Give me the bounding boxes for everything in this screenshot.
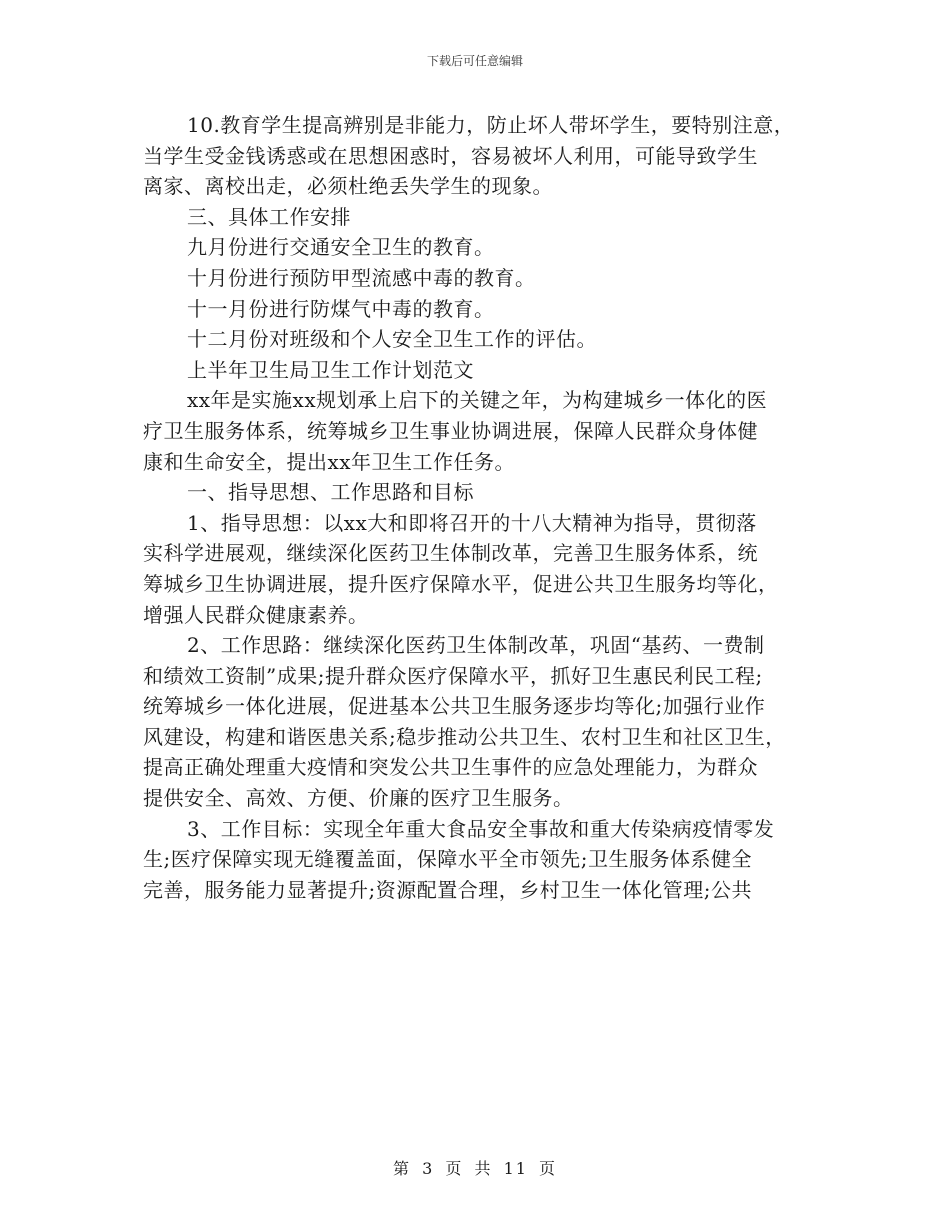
text-line: 十月份进行预防甲型流感中毒的教育。 bbox=[187, 265, 536, 290]
footer-label-unit2: 页 bbox=[539, 1159, 558, 1178]
text-line: 完善，服务能力显著提升;资源配置合理，乡村卫生一体化管理;公共 bbox=[143, 877, 752, 902]
page-footer bbox=[0, 1156, 950, 1179]
text-line: 康和生命安全，提出xx年卫生工作任务。 bbox=[143, 449, 516, 474]
text-line: 疗卫生服务体系，统筹城乡卫生事业协调进展，保障人民群众身体健 bbox=[143, 418, 758, 443]
page-header: 下载后可任意编辑 bbox=[426, 54, 523, 68]
text-line: 3、工作目标：实现全年重大食品安全事故和重大传染病疫情零发 bbox=[187, 816, 775, 841]
text-line: 筹城乡卫生协调进展，提升医疗保障水平，促进公共卫生服务均等化， bbox=[143, 571, 779, 596]
text-line: 和绩效工资制”成果;提升群众医疗保障水平，抓好卫生惠民利民工程; bbox=[143, 663, 763, 688]
text-line: 2、工作思路：继续深化医药卫生体制改革，巩固“基药、一费制 bbox=[187, 633, 765, 658]
text-line: 提高正确处理重大疫情和突发公共卫生事件的应急处理能力，为群众 bbox=[143, 755, 758, 780]
text-line: 三、具体工作安排 bbox=[187, 204, 351, 229]
text-line: 十一月份进行防煤气中毒的教育。 bbox=[187, 296, 495, 321]
text-line: 1、指导思想：以xx大和即将召开的十八大精神为指导，贯彻落 bbox=[187, 510, 757, 535]
text-line: 九月份进行交通安全卫生的教育。 bbox=[187, 235, 495, 260]
text-line: 一、指导思想、工作思路和目标 bbox=[187, 480, 474, 505]
text-line: 上半年卫生局卫生工作计划范文 bbox=[187, 357, 474, 382]
footer-label-total: 共 bbox=[474, 1159, 493, 1178]
text-line: 10.教育学生提高辨别是非能力，防止坏人带坏学生，要特别注意， bbox=[187, 113, 795, 137]
text-line: 生;医疗保障实现无缝覆盖面，保障水平全市领先;卫生服务体系健全 bbox=[143, 847, 752, 872]
footer-label-unit: 页 bbox=[445, 1159, 464, 1178]
text-line: 十二月份对班级和个人安全卫生工作的评估。 bbox=[187, 327, 597, 352]
document-body bbox=[143, 110, 823, 905]
text-line: 提供安全、高效、方便、价廉的医疗卫生服务。 bbox=[143, 786, 574, 811]
text-line: 增强人民群众健康素养。 bbox=[143, 602, 369, 627]
text-line: 实科学进展观，继续深化医药卫生体制改革，完善卫生服务体系，统 bbox=[143, 541, 758, 566]
footer-current-page: 3 bbox=[422, 1159, 435, 1178]
text-line: xx年是实施xx规划承上启下的关键之年，为构建城乡一体化的医 bbox=[187, 388, 768, 413]
footer-total-pages: 11 bbox=[503, 1159, 528, 1178]
text-line: 统筹城乡一体化进展，促进基本公共卫生服务逐步均等化;加强行业作 bbox=[143, 694, 766, 719]
footer-label-page: 第 bbox=[392, 1159, 411, 1178]
text-line: 当学生受金钱诱惑或在思想困惑时，容易被坏人利用，可能导致学生 bbox=[143, 143, 758, 168]
text-line: 风建设，构建和谐医患关系;稳步推动公共卫生、农村卫生和社区卫生， bbox=[143, 724, 786, 749]
text-line: 离家、离校出走，必须杜绝丢失学生的现象。 bbox=[143, 174, 553, 199]
